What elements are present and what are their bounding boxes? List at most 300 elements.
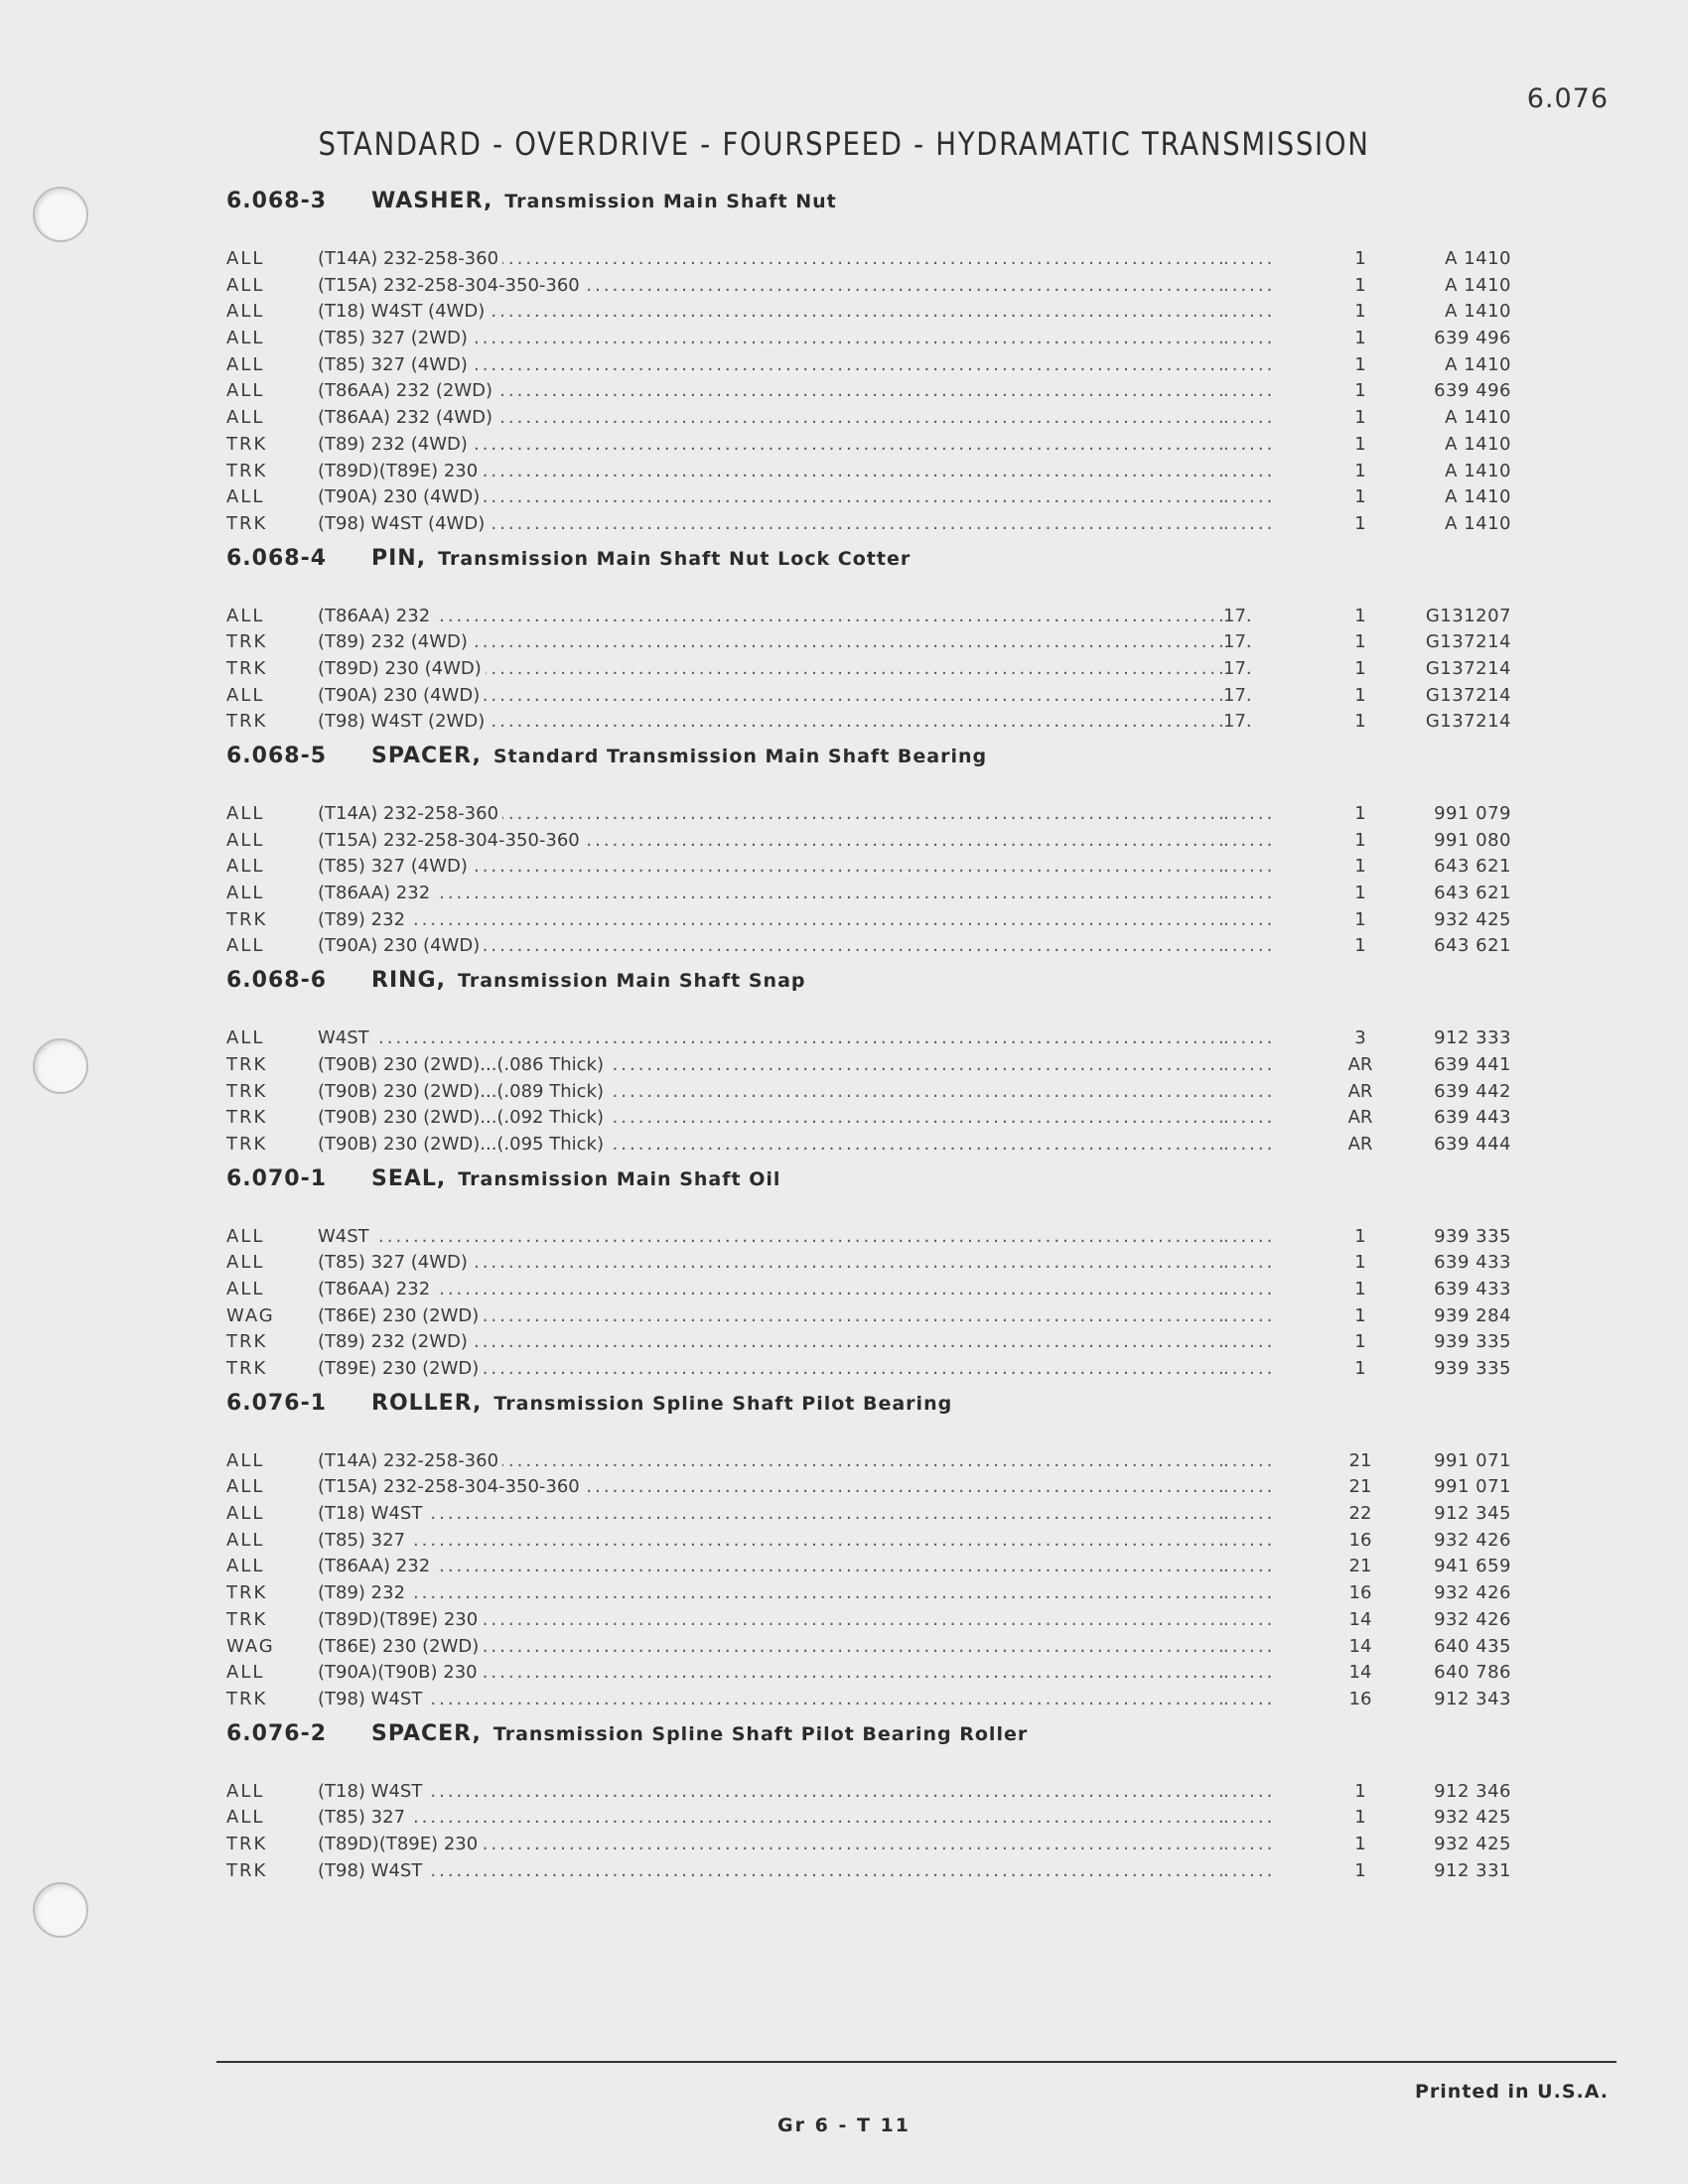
part-row bbox=[226, 378, 1557, 405]
application-text: W4ST bbox=[318, 1027, 373, 1048]
part-row bbox=[226, 484, 1557, 511]
illustration-ref bbox=[1223, 299, 1319, 326]
part-row bbox=[226, 1303, 1557, 1330]
illustration-ref bbox=[1223, 459, 1319, 485]
illustration-ref bbox=[1223, 907, 1319, 934]
illustration-ref bbox=[1223, 1528, 1319, 1555]
part-number: 939 284 bbox=[1434, 1304, 1511, 1326]
model-code: WAG bbox=[226, 1635, 275, 1657]
section-description: Transmission Main Shaft Nut bbox=[504, 191, 837, 212]
illustration-ref: 17. bbox=[1223, 684, 1252, 706]
application-text: (T85) 327 (2WD) bbox=[318, 328, 472, 348]
illustration-ref bbox=[1223, 933, 1319, 960]
model-code: TRK bbox=[226, 1859, 268, 1881]
part-number: 912 331 bbox=[1434, 1859, 1511, 1881]
quantity: 14 bbox=[1348, 1662, 1372, 1684]
part-row bbox=[226, 604, 1557, 630]
part-row bbox=[226, 656, 1557, 683]
parts-list bbox=[226, 189, 1557, 1892]
illustration-ref bbox=[1223, 352, 1319, 379]
section-description: Transmission Main Shaft Snap bbox=[457, 970, 806, 993]
illustration-ref bbox=[1223, 405, 1319, 432]
application-text: (T90B) 230 (2WD)...(.089 Thick) bbox=[318, 1081, 608, 1102]
part-number: 640 786 bbox=[1434, 1662, 1511, 1684]
part-number: A 1410 bbox=[1445, 407, 1511, 429]
part-application bbox=[318, 352, 1223, 379]
part-number: 939 335 bbox=[1434, 1331, 1511, 1353]
application-text: (T90B) 230 (2WD)...(.086 Thick) bbox=[318, 1054, 608, 1075]
part-row bbox=[226, 1660, 1557, 1687]
illustration-ref bbox=[1223, 1805, 1319, 1832]
part-row bbox=[226, 1025, 1557, 1052]
section-part-name: RING, bbox=[371, 968, 446, 994]
part-application bbox=[318, 933, 1223, 960]
illustration-ref bbox=[1223, 484, 1319, 511]
part-row bbox=[226, 299, 1557, 326]
part-number: G137214 bbox=[1425, 684, 1511, 706]
illustration-ref bbox=[1223, 1303, 1319, 1330]
part-number: 639 442 bbox=[1434, 1080, 1511, 1102]
illustration-ref bbox=[1223, 1356, 1319, 1383]
illustration-ref bbox=[1223, 1224, 1319, 1251]
quantity: 1 bbox=[1354, 711, 1366, 733]
application-text: (T14A) 232-258-360 bbox=[318, 248, 502, 269]
part-number: 912 333 bbox=[1434, 1027, 1511, 1049]
application-text: (T18) W4ST (4WD) bbox=[318, 301, 489, 322]
application-text: (T86AA) 232 bbox=[318, 883, 434, 903]
quantity: 1 bbox=[1354, 1859, 1366, 1881]
quantity: AR bbox=[1347, 1133, 1373, 1155]
part-row bbox=[226, 432, 1557, 459]
quantity: 1 bbox=[1354, 486, 1366, 508]
part-number: 932 426 bbox=[1434, 1529, 1511, 1551]
section-number: 6.070-1 bbox=[226, 1165, 328, 1191]
illustration-ref bbox=[1223, 1660, 1319, 1687]
application-text: (T86AA) 232 bbox=[318, 1556, 434, 1576]
model-code: TRK bbox=[226, 711, 268, 733]
part-number: A 1410 bbox=[1445, 301, 1511, 323]
page-title: STANDARD - OVERDRIVE - FOURSPEED - HYDRAMATIC TRANSMISSION bbox=[318, 125, 1370, 163]
part-number: 639 443 bbox=[1434, 1107, 1511, 1129]
part-application bbox=[318, 1687, 1223, 1713]
section-number: 6.068-3 bbox=[226, 189, 328, 213]
part-number: 639 444 bbox=[1434, 1133, 1511, 1155]
part-row bbox=[226, 1448, 1557, 1475]
quantity: 22 bbox=[1348, 1503, 1372, 1525]
application-text: (T86AA) 232 bbox=[318, 606, 434, 626]
application-text: (T89) 232 bbox=[318, 909, 409, 930]
part-application bbox=[318, 246, 1223, 273]
part-number: 991 071 bbox=[1434, 1449, 1511, 1471]
part-row bbox=[226, 1105, 1557, 1132]
part-application bbox=[318, 1805, 1223, 1832]
printed-in: Printed in U.S.A. bbox=[1415, 2081, 1609, 2103]
application-text: W4ST bbox=[318, 1226, 373, 1247]
part-number: 932 425 bbox=[1434, 1833, 1511, 1854]
part-application bbox=[318, 881, 1223, 907]
application-text: (T89) 232 (2WD) bbox=[318, 1331, 472, 1352]
model-code: ALL bbox=[226, 803, 265, 824]
application-text: (T89) 232 (4WD) bbox=[318, 631, 472, 652]
part-row bbox=[226, 1501, 1557, 1528]
model-code: TRK bbox=[226, 1053, 268, 1075]
model-code: ALL bbox=[226, 935, 265, 957]
illustration-ref bbox=[1223, 326, 1319, 352]
part-application bbox=[318, 1501, 1223, 1528]
model-code: TRK bbox=[226, 1107, 268, 1129]
part-row bbox=[226, 1474, 1557, 1501]
section-part-name: SPACER, bbox=[371, 1720, 482, 1746]
part-row bbox=[226, 326, 1557, 352]
quantity: 1 bbox=[1354, 1278, 1366, 1299]
part-application bbox=[318, 405, 1223, 432]
model-code: TRK bbox=[226, 1080, 268, 1102]
part-row bbox=[226, 1805, 1557, 1832]
model-code: TRK bbox=[226, 631, 268, 653]
part-application bbox=[318, 432, 1223, 459]
application-text: (T90B) 230 (2WD)...(.095 Thick) bbox=[318, 1134, 608, 1155]
part-row bbox=[226, 1687, 1557, 1713]
application-text: (T85) 327 bbox=[318, 1530, 409, 1551]
part-row bbox=[226, 1224, 1557, 1251]
part-number: 941 659 bbox=[1434, 1556, 1511, 1577]
section-number: 6.068-5 bbox=[226, 744, 328, 768]
quantity: 1 bbox=[1354, 274, 1366, 296]
parts-rows bbox=[226, 1438, 1557, 1721]
model-code: ALL bbox=[226, 1780, 265, 1802]
quantity: 1 bbox=[1354, 328, 1366, 349]
part-number: 643 621 bbox=[1434, 856, 1511, 878]
application-text: (T89D)(T89E) 230 bbox=[318, 1834, 482, 1854]
section-number: 6.076-2 bbox=[226, 1720, 328, 1746]
application-text: (T86E) 230 (2WD) bbox=[318, 1305, 483, 1326]
part-application bbox=[318, 1052, 1223, 1079]
part-number: 639 441 bbox=[1434, 1053, 1511, 1075]
part-application bbox=[318, 1224, 1223, 1251]
part-row bbox=[226, 801, 1557, 828]
quantity: 21 bbox=[1348, 1476, 1372, 1498]
parts-section bbox=[226, 1391, 1557, 1721]
part-number: 639 433 bbox=[1434, 1252, 1511, 1274]
application-text: (T89) 232 (4WD) bbox=[318, 434, 472, 455]
quantity: AR bbox=[1347, 1080, 1373, 1102]
part-row bbox=[226, 907, 1557, 934]
illustration-ref bbox=[1223, 1105, 1319, 1132]
illustration-ref bbox=[1223, 1474, 1319, 1501]
part-number: 932 425 bbox=[1434, 1807, 1511, 1829]
illustration-ref bbox=[1223, 246, 1319, 273]
parts-rows bbox=[226, 1214, 1557, 1391]
illustration-ref bbox=[1223, 1501, 1319, 1528]
application-text: (T89D) 230 (4WD) bbox=[318, 658, 486, 679]
part-row bbox=[226, 405, 1557, 432]
section-header bbox=[226, 1391, 1557, 1438]
model-code: ALL bbox=[226, 883, 265, 904]
section-number: 6.076-1 bbox=[226, 1390, 328, 1416]
model-code: ALL bbox=[226, 380, 265, 402]
application-text: (T85) 327 (4WD) bbox=[318, 856, 472, 877]
part-number: A 1410 bbox=[1445, 433, 1511, 455]
quantity: 1 bbox=[1354, 1331, 1366, 1353]
section-number: 6.068-4 bbox=[226, 545, 328, 571]
part-application bbox=[318, 1607, 1223, 1634]
punch-hole bbox=[33, 1038, 88, 1094]
application-text: (T14A) 232-258-360 bbox=[318, 1450, 502, 1471]
part-number: A 1410 bbox=[1445, 460, 1511, 481]
part-row bbox=[226, 246, 1557, 273]
part-row bbox=[226, 1607, 1557, 1634]
quantity: 3 bbox=[1354, 1027, 1366, 1049]
application-text: (T15A) 232-258-304-350-360 bbox=[318, 275, 584, 296]
application-text: (T98) W4ST (4WD) bbox=[318, 513, 489, 534]
application-text: (T85) 327 (4WD) bbox=[318, 1252, 472, 1273]
model-code: ALL bbox=[226, 605, 265, 626]
illustration-ref bbox=[1223, 881, 1319, 907]
part-application bbox=[318, 273, 1223, 300]
application-text: (T98) W4ST (2WD) bbox=[318, 711, 489, 732]
part-row bbox=[226, 854, 1557, 881]
quantity: 1 bbox=[1354, 883, 1366, 904]
quantity: 1 bbox=[1354, 433, 1366, 455]
part-row bbox=[226, 1858, 1557, 1885]
model-code: ALL bbox=[226, 274, 265, 296]
parts-section bbox=[226, 189, 1557, 546]
model-code: ALL bbox=[226, 1503, 265, 1525]
part-row bbox=[226, 352, 1557, 379]
quantity: AR bbox=[1347, 1107, 1373, 1129]
illustration-ref bbox=[1223, 828, 1319, 855]
part-application bbox=[318, 604, 1223, 630]
model-code: TRK bbox=[226, 657, 268, 679]
model-code: TRK bbox=[226, 1331, 268, 1353]
parts-section bbox=[226, 546, 1557, 744]
quantity: 1 bbox=[1354, 803, 1366, 824]
part-application bbox=[318, 1580, 1223, 1607]
section-header bbox=[226, 1166, 1557, 1214]
quantity: 1 bbox=[1354, 856, 1366, 878]
quantity: 1 bbox=[1354, 301, 1366, 323]
part-application bbox=[318, 1528, 1223, 1555]
part-number: G137214 bbox=[1425, 711, 1511, 733]
application-text: (T90A) 230 (4WD) bbox=[318, 486, 484, 507]
part-row bbox=[226, 1580, 1557, 1607]
model-code: ALL bbox=[226, 1807, 265, 1829]
part-row bbox=[226, 1779, 1557, 1806]
part-row bbox=[226, 683, 1557, 710]
part-application bbox=[318, 854, 1223, 881]
part-row bbox=[226, 273, 1557, 300]
model-code: ALL bbox=[226, 856, 265, 878]
part-number: 640 435 bbox=[1434, 1635, 1511, 1657]
part-application bbox=[318, 299, 1223, 326]
page-number: 6.076 bbox=[1526, 83, 1609, 114]
parts-section bbox=[226, 744, 1557, 968]
illustration-ref: 17. bbox=[1223, 657, 1252, 679]
part-application bbox=[318, 1132, 1223, 1159]
part-application bbox=[318, 656, 1223, 683]
section-description: Transmission Main Shaft Oil bbox=[458, 1167, 781, 1190]
part-application bbox=[318, 459, 1223, 485]
part-row bbox=[226, 881, 1557, 907]
model-code: WAG bbox=[226, 1304, 275, 1326]
illustration-ref: 17. bbox=[1223, 711, 1252, 733]
part-application bbox=[318, 629, 1223, 656]
model-code: ALL bbox=[226, 1252, 265, 1274]
part-number: 991 080 bbox=[1434, 829, 1511, 851]
punch-hole bbox=[33, 1882, 88, 1938]
section-header bbox=[226, 968, 1557, 1016]
illustration-ref bbox=[1223, 432, 1319, 459]
illustration-ref: 17. bbox=[1223, 605, 1252, 626]
illustration-ref bbox=[1223, 1832, 1319, 1858]
part-application bbox=[318, 801, 1223, 828]
illustration-ref bbox=[1223, 1607, 1319, 1634]
quantity: 16 bbox=[1348, 1582, 1372, 1604]
illustration-ref bbox=[1223, 1132, 1319, 1159]
part-application bbox=[318, 511, 1223, 538]
parts-rows bbox=[226, 594, 1557, 744]
section-header bbox=[226, 744, 1557, 791]
part-row bbox=[226, 1634, 1557, 1661]
section-number: 6.068-6 bbox=[226, 968, 328, 994]
model-code: ALL bbox=[226, 1278, 265, 1299]
quantity: 1 bbox=[1354, 631, 1366, 653]
model-code: ALL bbox=[226, 486, 265, 508]
model-code: TRK bbox=[226, 460, 268, 481]
application-text: (T98) W4ST bbox=[318, 1860, 426, 1881]
part-application bbox=[318, 907, 1223, 934]
quantity: 1 bbox=[1354, 908, 1366, 930]
part-application bbox=[318, 1634, 1223, 1661]
quantity: AR bbox=[1347, 1053, 1373, 1075]
part-number: 643 621 bbox=[1434, 935, 1511, 957]
illustration-ref bbox=[1223, 1329, 1319, 1356]
footer-rule bbox=[216, 2061, 1617, 2063]
part-application bbox=[318, 326, 1223, 352]
model-code: TRK bbox=[226, 1358, 268, 1379]
punch-hole bbox=[33, 187, 88, 242]
illustration-ref bbox=[1223, 1634, 1319, 1661]
part-application bbox=[318, 1329, 1223, 1356]
model-code: ALL bbox=[226, 301, 265, 323]
part-row bbox=[226, 933, 1557, 960]
quantity: 14 bbox=[1348, 1608, 1372, 1630]
model-code: TRK bbox=[226, 512, 268, 534]
quantity: 1 bbox=[1354, 1225, 1366, 1247]
parts-rows bbox=[226, 1016, 1557, 1165]
illustration-ref bbox=[1223, 1580, 1319, 1607]
part-number: 643 621 bbox=[1434, 883, 1511, 904]
model-code: ALL bbox=[226, 1449, 265, 1471]
part-row bbox=[226, 629, 1557, 656]
model-code: ALL bbox=[226, 407, 265, 429]
parts-rows bbox=[226, 236, 1557, 546]
part-application bbox=[318, 683, 1223, 710]
application-text: (T90A) 230 (4WD) bbox=[318, 935, 484, 956]
application-text: (T85) 327 bbox=[318, 1807, 409, 1828]
application-text: (T90B) 230 (2WD)...(.092 Thick) bbox=[318, 1107, 608, 1128]
illustration-ref bbox=[1223, 1554, 1319, 1580]
parts-section bbox=[226, 1721, 1557, 1893]
quantity: 1 bbox=[1354, 605, 1366, 626]
quantity: 1 bbox=[1354, 684, 1366, 706]
part-number: A 1410 bbox=[1445, 248, 1511, 269]
part-number: 912 345 bbox=[1434, 1503, 1511, 1525]
application-text: (T89D)(T89E) 230 bbox=[318, 1609, 482, 1630]
part-application bbox=[318, 1356, 1223, 1383]
illustration-ref bbox=[1223, 801, 1319, 828]
illustration-ref: 17. bbox=[1223, 631, 1252, 653]
part-number: G137214 bbox=[1425, 657, 1511, 679]
parts-section bbox=[226, 968, 1557, 1165]
application-text: (T18) W4ST bbox=[318, 1781, 426, 1802]
section-description: Transmission Spline Shaft Pilot Bearing bbox=[493, 1392, 953, 1415]
quantity: 1 bbox=[1354, 829, 1366, 851]
part-number: 991 071 bbox=[1434, 1476, 1511, 1498]
quantity: 1 bbox=[1354, 380, 1366, 402]
part-row bbox=[226, 1554, 1557, 1580]
part-application bbox=[318, 828, 1223, 855]
part-row bbox=[226, 1250, 1557, 1277]
section-description: Standard Transmission Main Shaft Bearing bbox=[492, 746, 988, 767]
illustration-ref bbox=[1223, 1079, 1319, 1106]
part-application bbox=[318, 1079, 1223, 1106]
quantity: 16 bbox=[1348, 1529, 1372, 1551]
model-code: ALL bbox=[226, 1027, 265, 1049]
quantity: 1 bbox=[1354, 407, 1366, 429]
model-code: TRK bbox=[226, 1688, 268, 1709]
part-application bbox=[318, 1448, 1223, 1475]
model-code: ALL bbox=[226, 248, 265, 269]
quantity: 1 bbox=[1354, 1833, 1366, 1854]
quantity: 1 bbox=[1354, 460, 1366, 481]
part-number: 939 335 bbox=[1434, 1225, 1511, 1247]
model-code: ALL bbox=[226, 1556, 265, 1577]
quantity: 16 bbox=[1348, 1688, 1372, 1709]
section-part-name: SPACER, bbox=[371, 744, 482, 768]
part-application bbox=[318, 378, 1223, 405]
part-number: 932 426 bbox=[1434, 1582, 1511, 1604]
model-code: TRK bbox=[226, 433, 268, 455]
model-code: ALL bbox=[226, 353, 265, 375]
part-row bbox=[226, 1079, 1557, 1106]
quantity: 1 bbox=[1354, 1780, 1366, 1802]
illustration-ref bbox=[1223, 1779, 1319, 1806]
section-description: Transmission Main Shaft Nut Lock Cotter bbox=[438, 547, 912, 570]
application-text: (T18) W4ST bbox=[318, 1503, 426, 1524]
part-application bbox=[318, 1303, 1223, 1330]
part-number: G131207 bbox=[1425, 605, 1511, 626]
part-row bbox=[226, 1277, 1557, 1303]
quantity: 1 bbox=[1354, 935, 1366, 957]
part-row bbox=[226, 1052, 1557, 1079]
part-number: 912 343 bbox=[1434, 1688, 1511, 1709]
quantity: 1 bbox=[1354, 512, 1366, 534]
model-code: TRK bbox=[226, 908, 268, 930]
illustration-ref bbox=[1223, 1052, 1319, 1079]
application-text: (T89E) 230 (2WD) bbox=[318, 1358, 483, 1379]
part-row bbox=[226, 1329, 1557, 1356]
application-text: (T86AA) 232 bbox=[318, 1279, 434, 1299]
part-application bbox=[318, 1105, 1223, 1132]
part-number: 991 079 bbox=[1434, 803, 1511, 824]
illustration-ref bbox=[1223, 1025, 1319, 1052]
part-number: 639 433 bbox=[1434, 1278, 1511, 1299]
part-number: G137214 bbox=[1425, 631, 1511, 653]
model-code: ALL bbox=[226, 684, 265, 706]
part-row bbox=[226, 828, 1557, 855]
part-number: 932 425 bbox=[1434, 908, 1511, 930]
